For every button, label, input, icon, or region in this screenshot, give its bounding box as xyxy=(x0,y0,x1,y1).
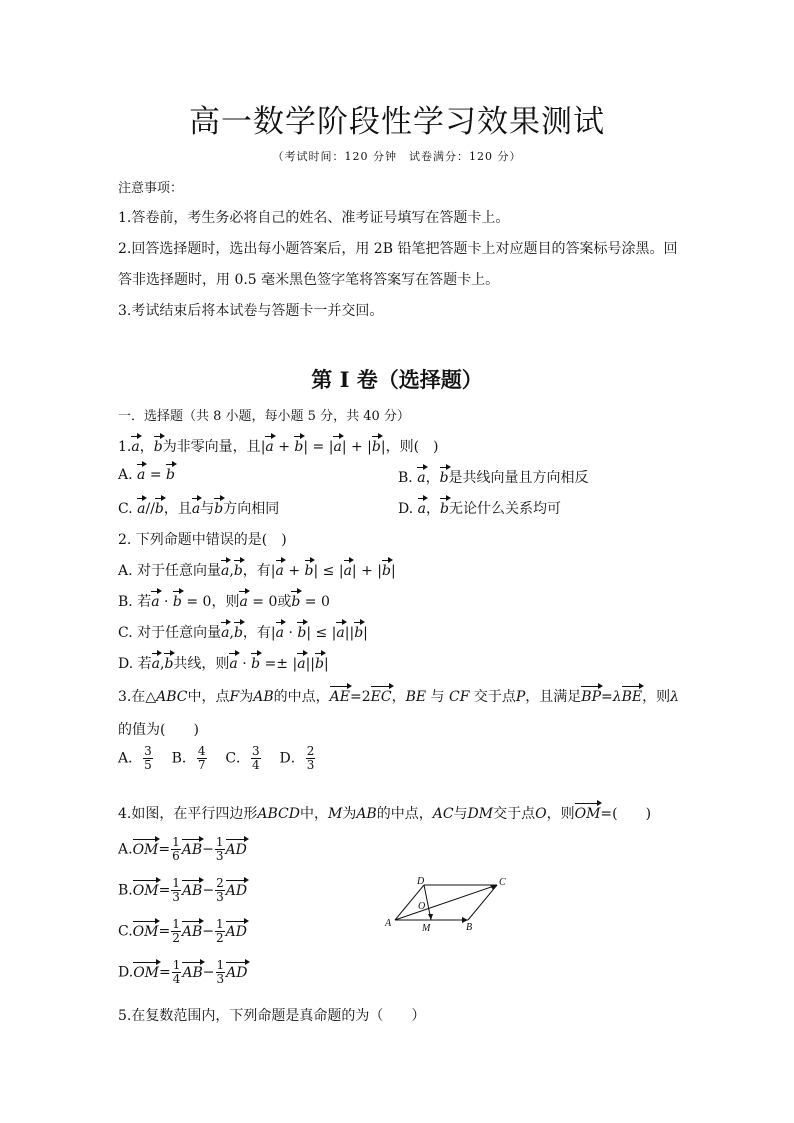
notice-item-2-cont: 答非选择题时，用 0.5 毫米黑色签字笔将答案写在答题卡上。 xyxy=(118,272,500,288)
label-d: D xyxy=(417,876,425,887)
q2-option-b: B. 若a · b = 0，则a = 0或b = 0 xyxy=(118,594,330,610)
q3-options: A． $\frac{3}{5}$ B． $\frac{4}{7}$ C． $\frac{3}{4}$ D． $\frac{2}{3}$ xyxy=(118,744,315,772)
notice-item-3: 3.考试结束后将本试卷与答题卡一并交回。 xyxy=(118,303,384,319)
diagonal-ac xyxy=(395,885,497,920)
q2-option-c: C. 对于任意向量a,b，有|a · b| ≤ |a||b| xyxy=(118,625,368,641)
q4-option-c: C.OM= $\frac{1}{2}$ AB− $\frac{1}{2}$ AD xyxy=(118,917,247,945)
q4-option-a: A.OM= $\frac{1}{6}$ AB− $\frac{1}{3}$ AD xyxy=(118,835,247,863)
q3-stem-cont: 的值为( ) xyxy=(118,722,199,738)
label-a: A xyxy=(385,918,392,929)
q1-option-c: C. a//b，且a与b方向相同 xyxy=(118,501,280,517)
q4-stem: 4.如图，在平行四边形ABCD中，M为AB的中点，AC与DM交于点O，则OM=( ) xyxy=(118,806,652,822)
q2-option-a: A. 对于任意向量a,b，有|a + b| ≤ |a| + |b| xyxy=(118,563,396,579)
q3-stem: 3.在△ABC中，点F为AB的中点，AE=2EC，BE 与 CF 交于点P，且满足BP=λBE，则λ xyxy=(118,689,680,705)
label-o: O xyxy=(418,901,426,912)
exam-info: （考试时间：120 分钟 试卷满分：120 分） xyxy=(272,150,522,163)
notice-heading: 注意事项： xyxy=(118,181,184,196)
q1-option-a: A. a = b xyxy=(118,467,175,483)
label-c: C xyxy=(499,877,506,888)
label-m: M xyxy=(422,923,431,934)
label-b: B xyxy=(466,922,473,933)
q4-option-b: B.OM= $\frac{1}{3}$ AB− $\frac{2}{3}$ AD xyxy=(118,876,248,904)
q1-option-b: B. a，b是共线向量且方向相反 xyxy=(398,470,589,486)
page-title: 高一数学阶段性学习效果测试 xyxy=(189,104,605,140)
q1-stem: 1.a，b为非零向量，且|a + b| = |a| + |b|，则( ) xyxy=(118,439,439,455)
q2-stem: 2. 下列命题中错误的是( ) xyxy=(118,532,287,548)
q2-option-d: D. 若a,b共线，则a · b =± |a||b| xyxy=(118,656,329,672)
section-part: 一．选择题（共 8 小题，每小题 5 分，共 40 分） xyxy=(118,409,410,424)
q1-option-d: D. a，b无论什么关系均可 xyxy=(398,501,561,517)
section-title: 第 I 卷（选择题） xyxy=(311,367,483,392)
notice-item-1: 1.答卷前，考生务必将自己的姓名、准考证号填写在答题卡上。 xyxy=(118,210,510,226)
notice-item-2: 2.回答选择题时，选出每小题答案后，用 2B 铅笔把答题卡上对应题目的答案标号涂黑。回 xyxy=(118,241,678,257)
q5-stem: 5.在复数范围内，下列命题是真命题的为（ ） xyxy=(118,1008,426,1024)
parallelogram-figure xyxy=(380,872,510,934)
q4-option-d: D.OM= $\frac{1}{4}$ AB− $\frac{1}{3}$ AD xyxy=(118,958,248,986)
